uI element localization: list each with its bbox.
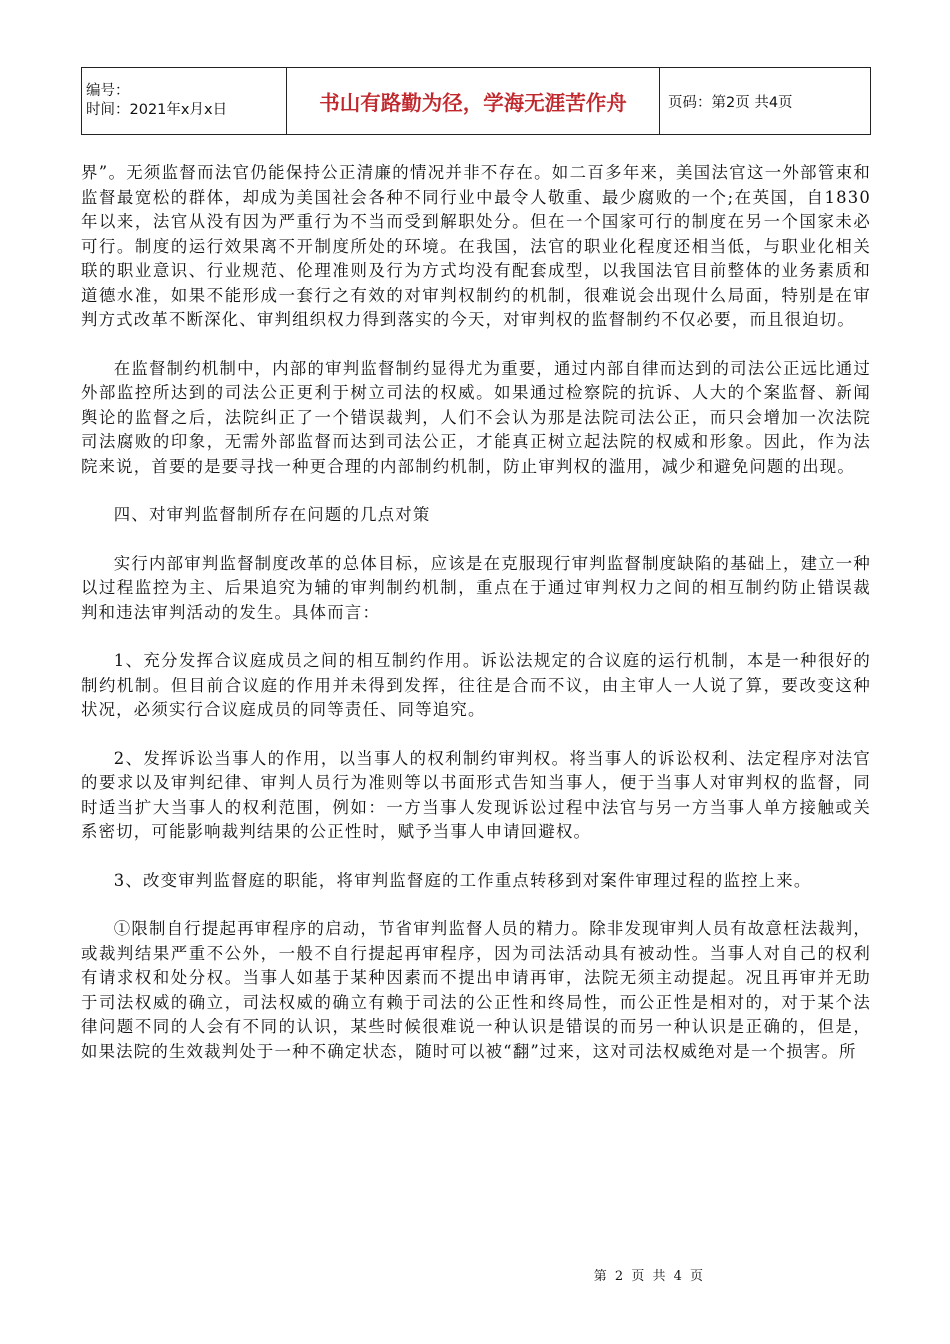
- document-date: 时间：2021年x月x日: [86, 102, 228, 118]
- header-meta-cell: [82, 68, 287, 135]
- body-paragraph: 界”。无须监督而法官仍能保持公正清廉的情况并非不存在。如二百多年来，美国法官这一外部管束和监督最宽松的群体，却成为美国社会各种不同行业中最令人敬重、最少腐败的一个;在英国，自1830年以来，法官从没有因为严重行为不当而受到解职处分。但在一个国家可行的制度在另一个国家未必可行。制度的运行效果离不开制度所处的环境。在我国，法官的职业化程度还相当低，与职业化相关联的职业意识、行业规范、伦理准则及行为方式均没有配套成型，以我国法官目前整体的业务素质和道德水准，如果不能形成一套行之有效的对审判权制约的机制，很难说会出现什么局面，特别是在审判方式改革不断深化、审判组织权力得到落实的今天，对审判权的监督制约不仅必要，而且很迫切。: [81, 163, 871, 329]
- sub-list-item: ①限制自行提起再审程序的启动，节省审判监督人员的精力。除非发现审判人员有故意枉法裁判，或裁判结果严重不公外，一般不自行提起再审程序，因为司法活动具有被动性。当事人对自己的权利有请求权和处分权。当事人如基于某种因素而不提出申请再审，法院无须主动提起。况且再审并无助于司法权威的确立，司法权威的确立有赖于司法的公正性和终局性，而公正性是相对的，对于某个法律问题不同的人会有不同的认识，某些时候很难说一种认识是错误的而另一种认识是正确的，但是，如果法院的生效裁判处于一种不确定状态，随时可以被“翻”过来，这对司法权威绝对是一个损害。所: [81, 919, 871, 1061]
- section-heading: 四、对审判监督制所存在问题的几点对策: [113, 505, 431, 524]
- page-footer: [0, 1265, 950, 1284]
- list-item: 1、充分发挥合议庭成员之间的相互制约作用。诉讼法规定的合议庭的运行机制，本是一种很好的制约机制。但目前合议庭的作用并未得到发挥，往往是合而不议，由主审人一人说了算，要改变这种状况，必须实行合议庭成员的同等责任、同等追究。: [81, 651, 871, 719]
- body-paragraph: 实行内部审判监督制度改革的总体目标，应该是在克服现行审判监督制度缺陷的基础上，建立一种以过程监控为主、后果追究为辅的审判制约机制，重点在于通过审判权力之间的相互制约防止错误裁判和违法审判活动的发生。具体而言：: [81, 553, 871, 622]
- footer-page-number: 第 2 页 共 4 页: [593, 1269, 705, 1284]
- document-header: [81, 67, 871, 135]
- list-item: 3、改变审判监督庭的职能，将审判监督庭的工作重点转移到对案件审理过程的监控上来。: [113, 870, 812, 890]
- header-page-number: 页码：第2页 共4页: [668, 94, 793, 111]
- document-number: 编号：: [86, 83, 130, 99]
- list-item: 2、发挥诉讼当事人的作用，以当事人的权利制约审判权。将当事人的诉讼权利、法定程序对法官的要求以及审判纪律、审判人员行为准则等以书面形式告知当事人，便于当事人对审判权的监督，同时适当扩大当事人的权利范围，例如：一方当事人发现诉讼过程中法官与另一方当事人单方接触或关系密切，可能影响裁判结果的公正性时，赋予当事人申请回避权。: [81, 748, 871, 841]
- header-page-cell: [660, 68, 871, 135]
- header-motto-cell: [287, 68, 660, 135]
- header-motto: 书山有路勤为径，学海无涯苦作舟: [319, 91, 627, 115]
- body-paragraph: 在监督制约机制中，内部的审判监督制约显得尤为重要，通过内部自律而达到的司法公正远比通过外部监控所达到的司法公正更利于树立司法的权威。如果通过检察院的抗诉、人大的个案监督、新闻舆论的监督之后，法院纠正了一个错误裁判，人们不会认为那是法院司法公正，而只会增加一次法院司法腐败的印象，无需外部监督而达到司法公正，才能真正树立起法院的权威和形象。因此，作为法院来说，首要的是要寻找一种更合理的内部制约机制，防止审判权的滥用，减少和避免问题的出现。: [81, 358, 871, 476]
- document-body: [81, 161, 871, 1088]
